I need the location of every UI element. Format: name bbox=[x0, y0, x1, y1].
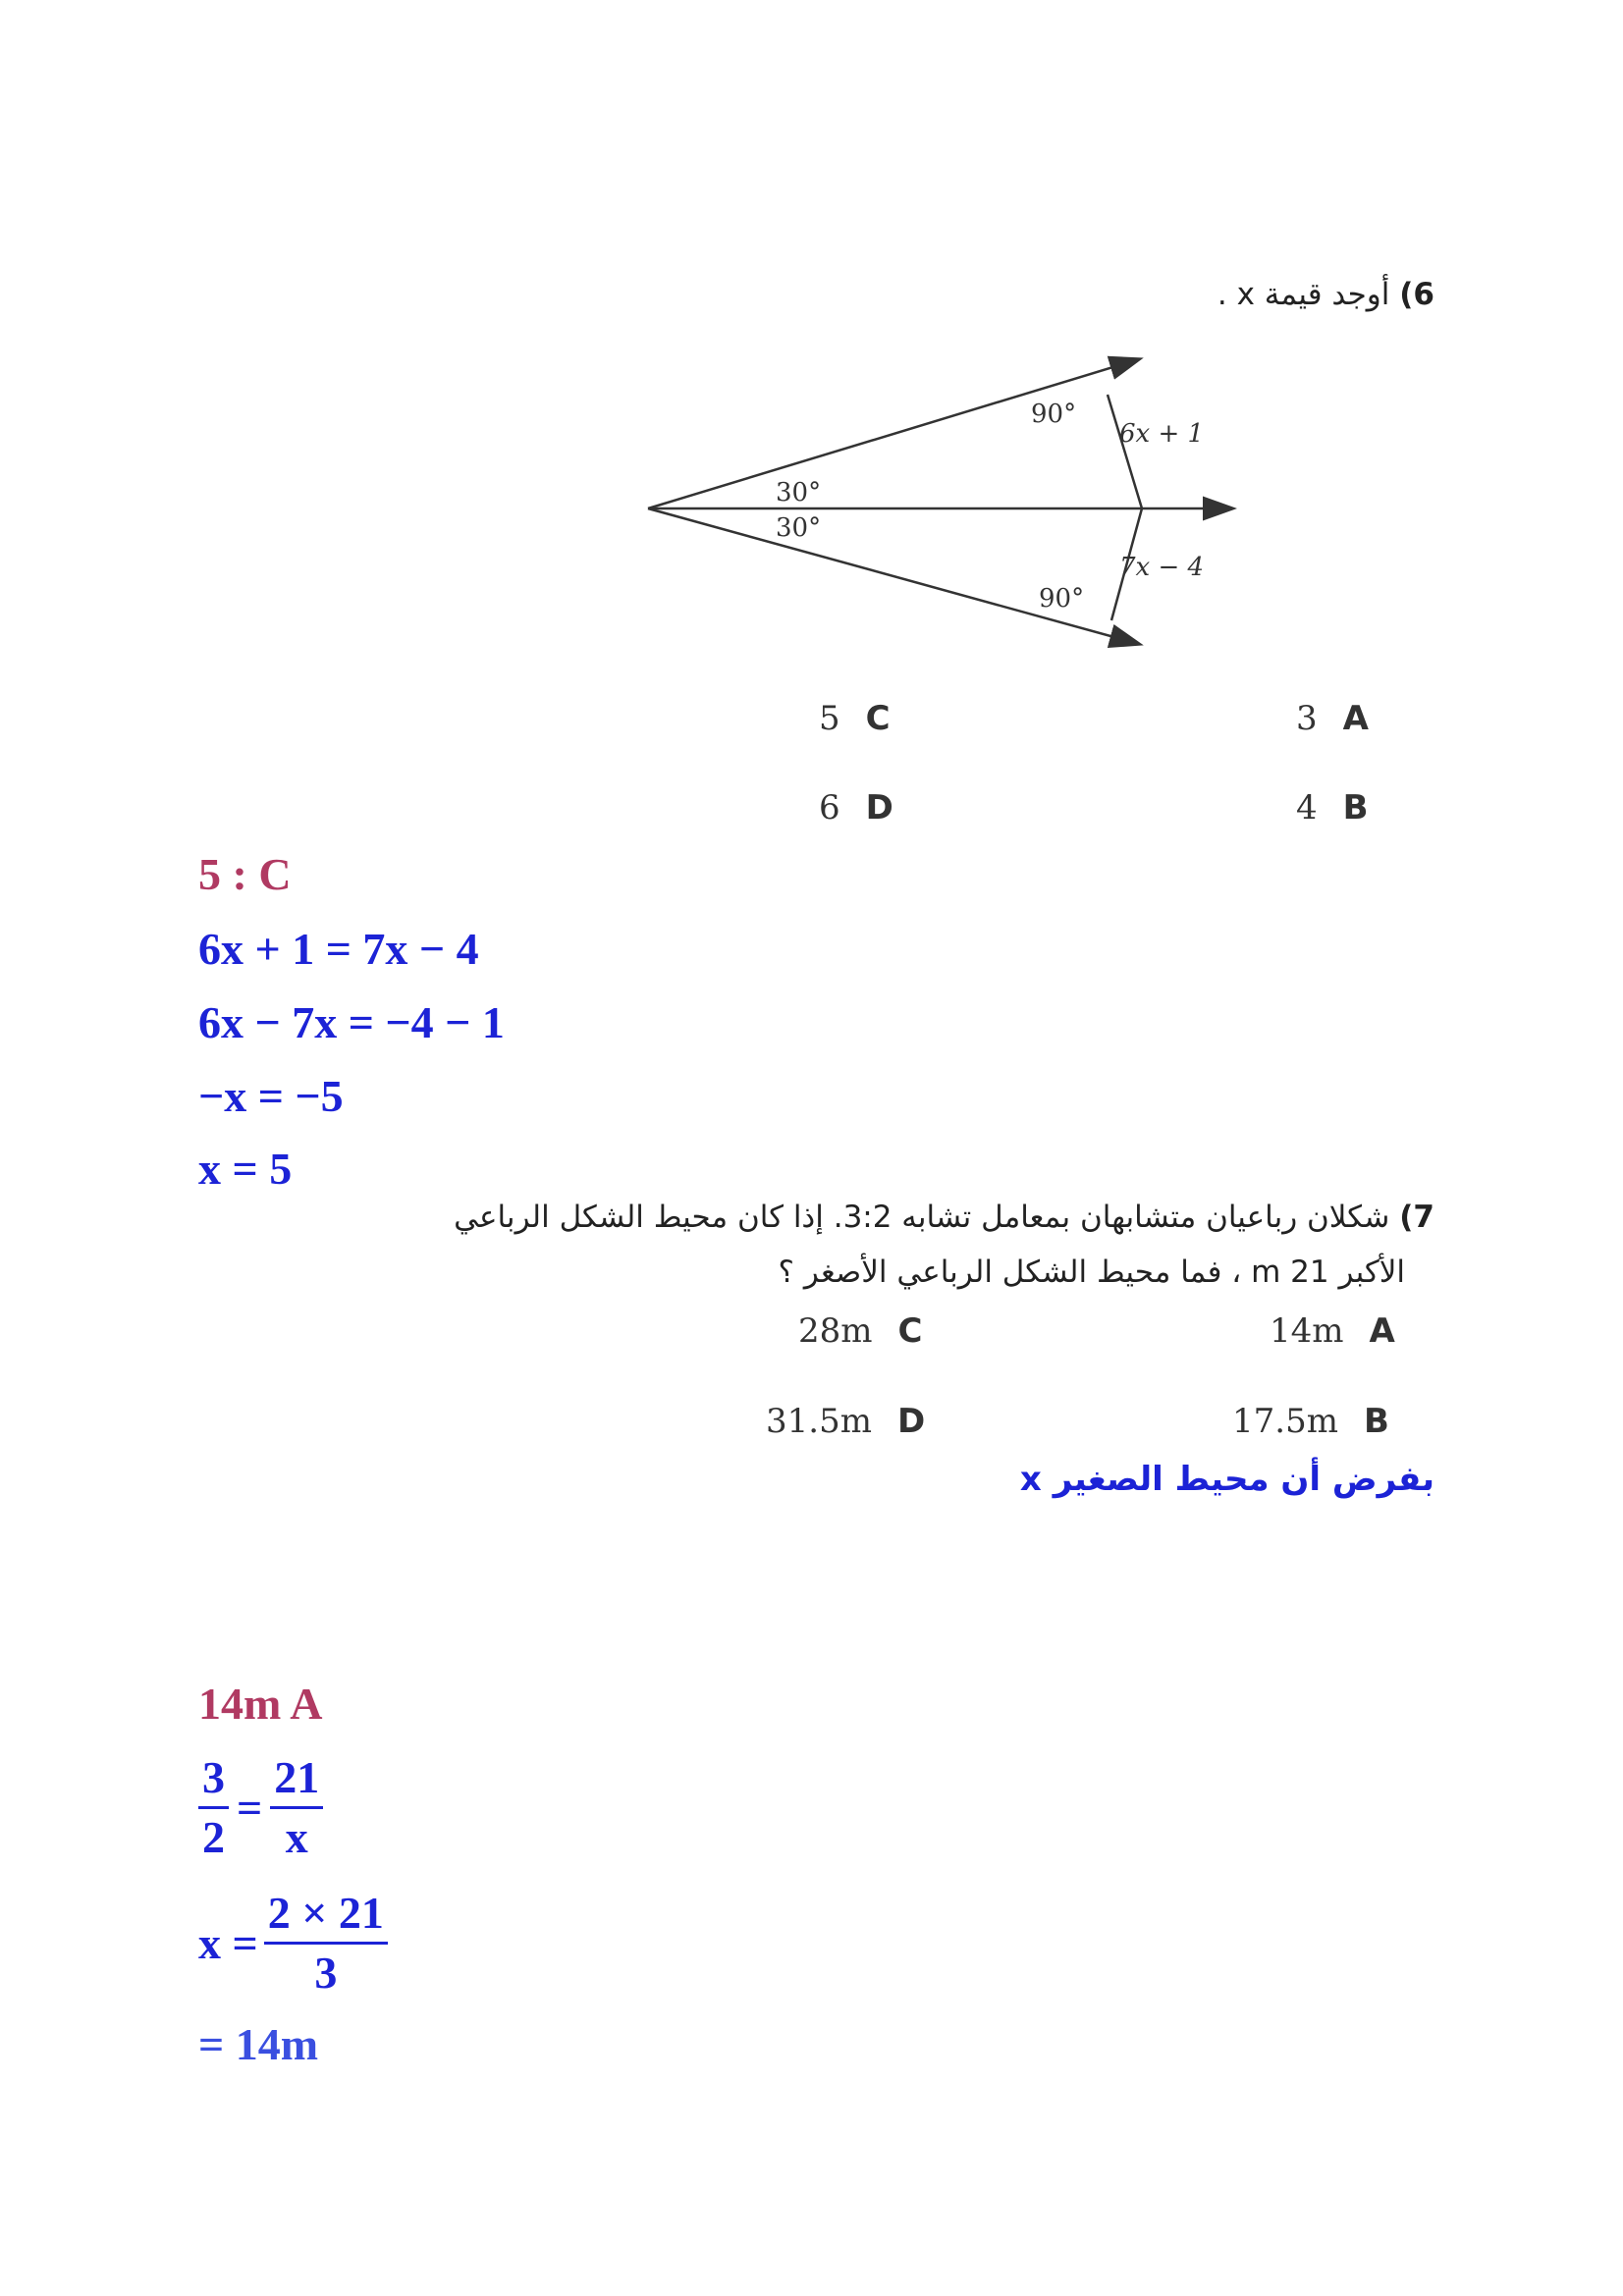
q6-choice-b bbox=[1296, 788, 1369, 828]
choice-value: 31.5m bbox=[766, 1402, 872, 1441]
q7-hint: بفرض أن محيط الصغير x bbox=[1019, 1460, 1434, 1499]
angle-label-top-left: 30° bbox=[776, 478, 822, 507]
q7-prompt-line-2: الأكبر 21 m ، فما محيط الشكل الرباعي الأصغر ؟ bbox=[778, 1255, 1405, 1290]
choice-letter: B bbox=[1363, 1402, 1389, 1441]
segment-label-top: 6x + 1 bbox=[1119, 419, 1205, 449]
q6-prompt-line bbox=[1217, 277, 1434, 312]
q7-choice-b bbox=[1232, 1402, 1389, 1441]
choice-value: 14m bbox=[1270, 1311, 1344, 1351]
choice-value: 28m bbox=[798, 1311, 873, 1351]
q6-choice-d bbox=[819, 788, 893, 828]
fraction-numerator: 2 × 21 bbox=[264, 1891, 388, 1945]
choice-value: 5 bbox=[819, 699, 840, 738]
ray-top bbox=[648, 359, 1139, 508]
q6-solution-line-3: −x = −5 bbox=[198, 1071, 344, 1121]
q6-solution-line-4: x = 5 bbox=[198, 1144, 293, 1194]
fraction-solve bbox=[264, 1888, 388, 1998]
q7-choice-c bbox=[798, 1311, 922, 1351]
q6-number: 6) bbox=[1399, 277, 1434, 312]
q7-prompt-line-1 bbox=[454, 1200, 1434, 1235]
q7-result: = 14m bbox=[198, 2019, 319, 2069]
choice-value: 6 bbox=[819, 788, 840, 828]
angle-label-top-right: 90° bbox=[1031, 400, 1077, 429]
q7-solve-x bbox=[198, 1888, 388, 1998]
fraction-numerator: 21 bbox=[270, 1755, 323, 1809]
q6-answer: 5 : C bbox=[198, 849, 292, 899]
choice-letter: A bbox=[1369, 1311, 1395, 1351]
choice-value: 4 bbox=[1296, 788, 1318, 828]
choice-letter: C bbox=[865, 699, 891, 738]
q7-proportion bbox=[198, 1752, 323, 1862]
perpendicular-top bbox=[1108, 395, 1142, 508]
q6-prompt: أوجد قيمة x . bbox=[1217, 277, 1390, 312]
ray-bottom bbox=[648, 508, 1139, 644]
choice-letter: C bbox=[897, 1311, 923, 1351]
fraction-ratio bbox=[198, 1752, 229, 1862]
angle-label-bottom-right: 90° bbox=[1039, 584, 1085, 614]
choice-letter: D bbox=[865, 788, 893, 828]
q7-prompt-1: شكلان رباعيان متشابهان بمعامل تشابه 3:2. إذا كان محيط الشكل الرباعي bbox=[454, 1200, 1390, 1235]
q6-solution-line-2: 6x − 7x = −4 − 1 bbox=[198, 997, 505, 1047]
fraction-numerator: 3 bbox=[198, 1755, 229, 1809]
q7-answer: 14m A bbox=[198, 1679, 323, 1729]
fraction-denominator: x bbox=[285, 1812, 308, 1862]
choice-letter: A bbox=[1342, 699, 1369, 738]
q6-choice-c bbox=[819, 699, 891, 738]
x-lhs: x = bbox=[198, 1917, 258, 1968]
q7-choice-a bbox=[1270, 1311, 1395, 1351]
q6-angle-diagram bbox=[628, 344, 1257, 658]
choice-letter: D bbox=[896, 1402, 926, 1441]
choice-value: 17.5m bbox=[1232, 1402, 1338, 1441]
fraction-denominator: 3 bbox=[314, 1948, 338, 1998]
q6-solution-line-1: 6x + 1 = 7x − 4 bbox=[198, 924, 479, 974]
fraction-perimeter bbox=[270, 1752, 323, 1862]
equals-sign: = bbox=[237, 1782, 263, 1833]
q6-choice-a bbox=[1296, 699, 1369, 738]
choice-letter: B bbox=[1342, 788, 1369, 828]
angle-label-bottom-left: 30° bbox=[776, 513, 822, 543]
choice-value: 3 bbox=[1296, 699, 1318, 738]
fraction-denominator: 2 bbox=[202, 1812, 225, 1862]
q7-choice-d bbox=[766, 1402, 925, 1441]
segment-label-bottom: 7x − 4 bbox=[1119, 553, 1205, 582]
q7-number: 7) bbox=[1399, 1200, 1434, 1235]
